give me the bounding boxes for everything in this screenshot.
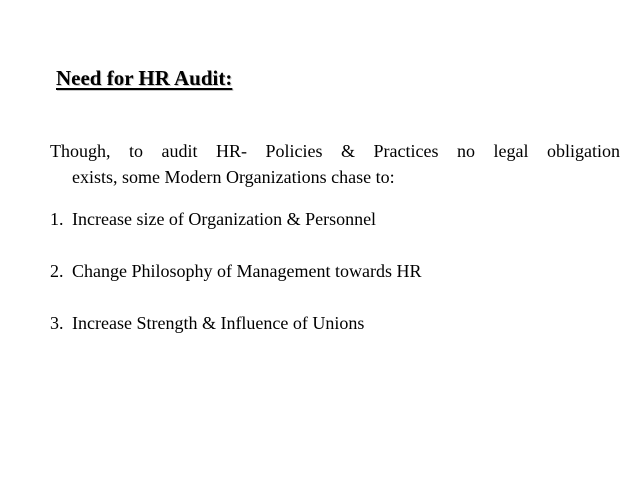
list-item-number: 2. <box>50 261 64 281</box>
list-item <box>50 258 421 284</box>
intro-paragraph <box>50 138 620 190</box>
intro-line-1: Though, to audit HR- Policies & Practices no legal obligation <box>50 141 620 161</box>
list-item-text: Change Philosophy of Management towards HR <box>72 261 422 281</box>
list-item-text: Increase size of Organization & Personnel <box>72 209 377 229</box>
list-item <box>50 310 421 336</box>
list-item-text: Increase Strength & Influence of Unions <box>72 313 365 333</box>
list-item-number: 3. <box>50 313 64 333</box>
slide-title: Need for HR Audit: <box>56 66 233 90</box>
intro-line-2: exists, some Modern Organizations chase to: <box>72 167 395 187</box>
list-item <box>50 206 421 232</box>
list-item-number: 1. <box>50 209 64 229</box>
reasons-list <box>50 206 421 362</box>
